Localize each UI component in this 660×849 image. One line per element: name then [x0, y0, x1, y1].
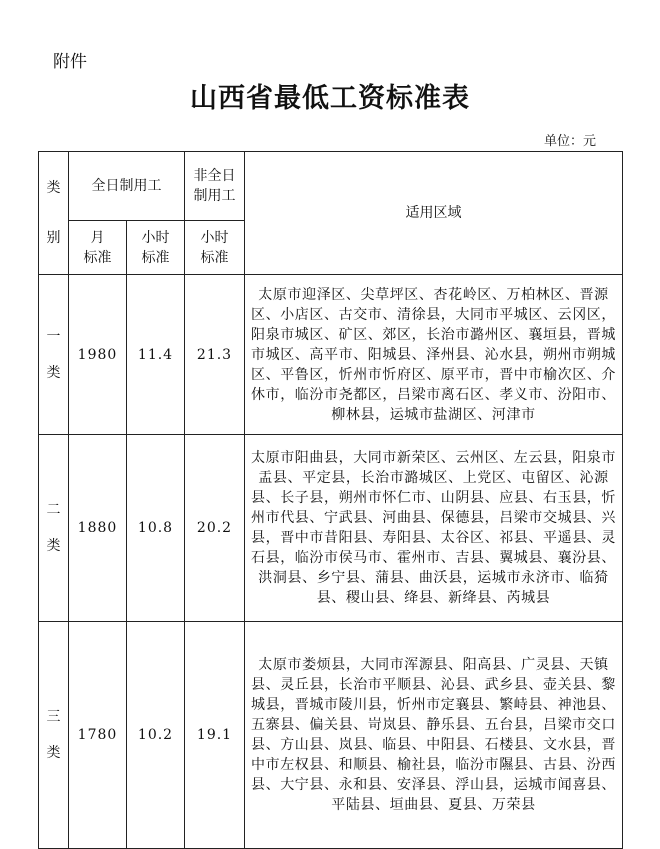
hourly-header	[127, 221, 185, 275]
monthly-header	[69, 221, 127, 275]
parttime-header-line: 制用工	[193, 188, 236, 204]
monthly-cell: 1780	[69, 622, 127, 849]
category-cell	[39, 435, 69, 622]
fulltime-header: 全日制用工	[69, 152, 185, 221]
table-row	[39, 275, 623, 435]
category-char: 类	[46, 538, 61, 554]
pt-hourly-cell: 20.2	[185, 435, 245, 622]
hourly-header-line: 标准	[141, 249, 170, 266]
pt-hourly-header	[185, 221, 245, 275]
monthly-header-line: 标准	[83, 249, 112, 266]
category-header	[39, 152, 69, 275]
header-row-1	[39, 152, 623, 221]
category-char: 二	[46, 502, 61, 518]
pt-hourly-cell: 19.1	[185, 622, 245, 849]
category-char: 一	[46, 328, 61, 345]
hourly-cell: 10.8	[127, 435, 185, 622]
unit-label: 单位：元	[544, 134, 597, 149]
parttime-header	[185, 152, 245, 221]
page-title: 山西省最低工资标准表	[190, 83, 470, 114]
pt-hourly-header-line: 小时	[200, 229, 229, 246]
hourly-cell: 11.4	[127, 275, 185, 435]
wage-table	[38, 151, 623, 849]
hourly-header-line: 小时	[141, 229, 170, 246]
category-char: 三	[46, 709, 61, 725]
pt-hourly-cell: 21.3	[185, 275, 245, 435]
category-char: 类	[46, 364, 61, 381]
region-cell: 太原市娄烦县，大同市浑源县、阳高县、广灵县、天镇县、灵丘县，长治市平顺县、沁县、武乡县、壶关县、黎城县，晋城市陵川县，忻州市定襄县、繁峙县、神池县、五寨县、偏关县、岢岚县、静乐县、五台县，吕梁市交口县、方山县、岚县、临县、中阳县、石楼县、文水县，晋中市左权县、和顺县、榆社县，临汾市隰县、古县、汾西县、大宁县、永和县、安泽县、浮山县，运城市闻喜县、平陆县、垣曲县、夏县、万荣县	[245, 622, 623, 849]
region-header: 适用区域	[245, 152, 623, 275]
category-header-char: 别	[46, 230, 61, 246]
region-cell: 太原市迎泽区、尖草坪区、杏花岭区、万柏林区、晋源区、小店区、古交市、清徐县，大同市平城区、云冈区，阳泉市城区、矿区、郊区，长治市潞州区、襄垣县，晋城市城区、高平市、阳城县、泽州县、沁水县，朔州市朔城区、平鲁区，忻州市忻府区、原平市，晋中市榆次区、介休市，临汾市尧都区，吕梁市离石区、孝义市、汾阳市、柳林县，运城市盐湖区、河津市	[245, 275, 623, 435]
table-row	[39, 622, 623, 849]
parttime-header-line: 非全日	[193, 168, 236, 184]
pt-hourly-header-line: 标准	[200, 249, 229, 266]
category-cell	[39, 622, 69, 849]
monthly-cell: 1880	[69, 435, 127, 622]
monthly-header-line: 月	[90, 229, 105, 246]
attachment-label: 附件	[53, 52, 87, 72]
monthly-cell: 1980	[69, 275, 127, 435]
category-cell	[39, 275, 69, 435]
category-header-char: 类	[46, 180, 61, 196]
region-cell: 太原市阳曲县，大同市新荣区、云州区、左云县，阳泉市盂县、平定县，长治市潞城区、上党区、屯留区、沁源县、长子县，朔州市怀仁市、山阴县、应县、右玉县，忻州市代县、宁武县、河曲县、保德县，吕梁市交城县、兴县，晋中市昔阳县、寿阳县、太谷区、祁县、平遥县、灵石县，临汾市侯马市、霍州市、吉县、翼城县、襄汾县、洪洞县、乡宁县、蒲县、曲沃县，运城市永济市、临猗县、稷山县、绛县、新绛县、芮城县	[245, 435, 623, 622]
hourly-cell: 10.2	[127, 622, 185, 849]
table-row	[39, 435, 623, 622]
category-char: 类	[46, 745, 61, 761]
